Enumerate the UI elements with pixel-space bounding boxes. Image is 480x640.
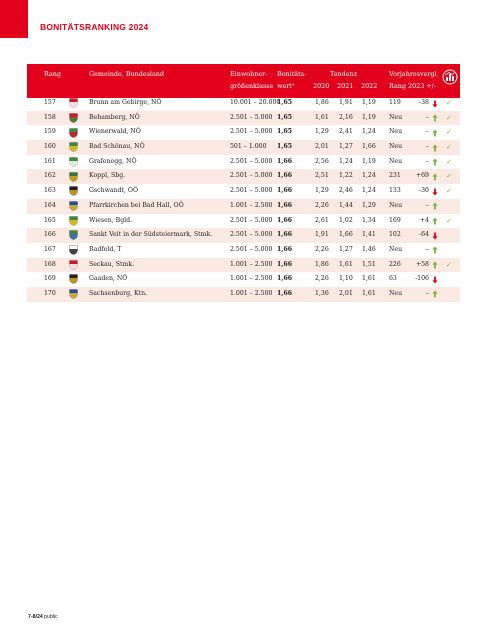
trend-2020-cell: 1,86 <box>315 99 329 106</box>
trend-2020-cell: 2,56 <box>315 157 329 165</box>
rating-cell: 1,66 <box>277 187 293 195</box>
rating-cell: 1,65 <box>277 143 293 151</box>
coat-of-arms-icon <box>69 172 78 182</box>
size-class-cell: 2.501 – 5.000 <box>230 216 273 224</box>
trend-2020-cell: 2,26 <box>315 245 329 253</box>
name-cell: Brunn am Gebirge, NÖ <box>89 99 162 106</box>
table-row <box>27 287 460 302</box>
prev-rank-cell: Neu <box>389 157 403 165</box>
rank-cell: 159 <box>44 128 56 136</box>
trend-2021-cell: 2,01 <box>339 289 353 297</box>
table-row <box>27 184 460 199</box>
rating-cell: 1,65 <box>277 128 293 136</box>
trend-2020-cell: 1,36 <box>315 289 329 297</box>
header-size-line2: größenklasse <box>230 82 274 90</box>
rating-cell: 1,66 <box>277 260 293 268</box>
prev-rank-cell: 133 <box>389 187 401 195</box>
prev-rank-cell: 63 <box>389 275 397 283</box>
trend-2022-cell: 1,19 <box>362 113 376 121</box>
name-cell: Wiesen, Bgld. <box>89 216 133 224</box>
check-icon: ✓ <box>446 157 452 166</box>
table-row <box>27 125 460 140</box>
table-row <box>27 243 460 258</box>
rating-cell: 1,66 <box>277 289 293 297</box>
corner-accent <box>0 0 28 38</box>
name-cell: Seckau, Stmk. <box>89 260 135 268</box>
rating-cell: 1,66 <box>277 216 293 224</box>
prev-rank-cell: Neu <box>389 143 403 151</box>
rank-cell: 161 <box>44 157 56 165</box>
size-class-cell: 2.501 – 5.000 <box>230 157 273 165</box>
table-row <box>27 140 460 155</box>
arrow-up-icon <box>432 290 438 298</box>
table-row <box>27 96 460 111</box>
footer-issue: 7-8/24 <box>28 614 43 620</box>
rank-change-cell: – <box>425 157 429 165</box>
rating-cell: 1,66 <box>277 245 293 253</box>
trend-2021-cell: 1,91 <box>339 99 353 106</box>
arrow-up-icon <box>432 129 438 137</box>
trend-2021-cell: 1,66 <box>339 231 353 239</box>
rank-change-cell: +58 <box>415 260 429 268</box>
size-class-cell: 1.001 – 2.500 <box>230 275 273 283</box>
header-prev-line2: Rang 2023 +/- <box>389 82 436 90</box>
trend-2022-cell: 1,66 <box>362 143 376 151</box>
check-icon: ✓ <box>446 128 452 137</box>
trend-2021-cell: 2,46 <box>339 187 353 195</box>
arrow-up-icon <box>432 173 438 181</box>
trend-2020-cell: 1,29 <box>315 128 329 136</box>
coat-of-arms-icon <box>69 289 78 299</box>
header-size-line1: Einwohner- <box>230 70 268 78</box>
prev-rank-cell: Neu <box>389 245 403 253</box>
rank-cell: 168 <box>44 260 56 268</box>
name-cell: Wienerwald, NÖ <box>89 128 141 136</box>
arrow-down-icon <box>432 188 438 196</box>
check-icon: ✓ <box>446 172 452 181</box>
size-class-cell: 2.501 – 5.000 <box>230 187 273 195</box>
coat-of-arms-icon <box>69 113 78 123</box>
name-cell: Gschwandt, OÖ <box>89 187 139 195</box>
header-trend: Tendenz <box>330 70 358 78</box>
trend-2021-cell: 2,41 <box>339 128 353 136</box>
rank-cell: 162 <box>44 172 56 180</box>
coat-of-arms-icon <box>69 260 78 270</box>
trend-2020-cell: 1,29 <box>315 187 329 195</box>
rank-cell: 163 <box>44 187 56 195</box>
trend-2022-cell: 1,61 <box>362 289 376 297</box>
rank-cell: 164 <box>44 201 56 209</box>
header-rating-word: wert <box>277 82 292 90</box>
trend-2021-cell: 1,10 <box>339 275 353 283</box>
trend-2021-cell: 1,24 <box>339 157 353 165</box>
prev-rank-cell: 119 <box>389 99 401 106</box>
trend-2020-cell: 1,86 <box>315 260 329 268</box>
coat-of-arms-icon <box>69 98 78 108</box>
header-rank: Rang <box>44 70 61 78</box>
coat-of-arms-icon <box>69 142 78 152</box>
prev-rank-cell: Neu <box>389 289 403 297</box>
name-cell: Gaaden, NÖ <box>89 275 128 283</box>
rank-cell: 165 <box>44 216 56 224</box>
trend-2021-cell: 1,44 <box>339 201 353 209</box>
arrow-up-icon <box>432 202 438 210</box>
size-class-cell: 2.501 – 5.000 <box>230 245 273 253</box>
size-class-cell: 501 – 1.000 <box>230 143 267 151</box>
trend-2020-cell: 2,51 <box>315 172 329 180</box>
rating-cell: 1,66 <box>277 275 293 283</box>
rank-change-cell: +69 <box>415 172 429 180</box>
size-class-cell: 1.001 – 2.500 <box>230 201 273 209</box>
rating-cell: 1,66 <box>277 231 293 239</box>
coat-of-arms-icon <box>69 157 78 167</box>
size-class-cell: 1.001 – 2.500 <box>230 260 273 268</box>
prev-rank-cell: Neu <box>389 113 403 121</box>
arrow-up-icon <box>432 144 438 152</box>
rank-change-cell: – <box>425 289 429 297</box>
check-icon: ✓ <box>446 260 452 269</box>
trend-2022-cell: 1,24 <box>362 187 376 195</box>
rating-cell: 1,65 <box>277 99 293 106</box>
page-title: BONITÄTSRANKING 2024 <box>40 22 149 32</box>
trend-2021-cell: 1,61 <box>339 260 353 268</box>
name-cell: Grafenegg, NÖ <box>89 157 137 165</box>
coat-of-arms-icon <box>69 230 78 240</box>
prev-rank-cell: 231 <box>389 172 401 180</box>
coat-of-arms-icon <box>69 186 78 196</box>
trend-2022-cell: 1,41 <box>362 231 376 239</box>
rating-cell: 1,66 <box>277 157 293 165</box>
name-cell: Sankt Veit in der Südsteiermark, Stmk. <box>89 231 213 239</box>
rank-change-cell: -38 <box>419 99 429 106</box>
prev-rank-cell: 226 <box>389 260 401 268</box>
table-header <box>27 64 460 98</box>
trend-2022-cell: 1,61 <box>362 275 376 283</box>
header-year-2021: 2021 <box>337 82 354 90</box>
trend-2020-cell: 2,01 <box>315 143 329 151</box>
rank-cell: 170 <box>44 289 56 297</box>
table-row <box>27 199 460 214</box>
ranking-table-body <box>27 96 460 302</box>
trend-2020-cell: 2,61 <box>315 216 329 224</box>
arrow-up-icon <box>432 217 438 225</box>
check-icon: ✓ <box>446 216 452 225</box>
size-class-cell: 2.501 – 5.000 <box>230 113 273 121</box>
trend-2021-cell: 1,27 <box>339 245 353 253</box>
coat-of-arms-icon <box>69 128 78 138</box>
rank-cell: 158 <box>44 113 56 121</box>
rank-change-cell: – <box>425 113 429 121</box>
check-icon: ✓ <box>446 99 452 107</box>
trend-2020-cell: 2,26 <box>315 201 329 209</box>
header-rating-line2 <box>277 82 294 91</box>
rank-change-cell: – <box>425 201 429 209</box>
trend-2021-cell: 1,02 <box>339 216 353 224</box>
table-row <box>27 228 460 243</box>
trend-2021-cell: 1,27 <box>339 143 353 151</box>
trend-2022-cell: 1,51 <box>362 260 376 268</box>
name-cell: Sachsenburg, Ktn. <box>89 289 148 297</box>
check-icon: ✓ <box>446 143 452 152</box>
rank-cell: 160 <box>44 143 56 151</box>
arrow-down-icon <box>432 232 438 240</box>
trend-2020-cell: 1,61 <box>315 113 329 121</box>
header-name: Gemeinde, Bundesland <box>89 70 164 78</box>
prev-rank-cell: 102 <box>389 231 401 239</box>
trend-2020-cell: 1,91 <box>315 231 329 239</box>
arrow-down-icon <box>432 100 438 108</box>
size-class-cell: 2.501 – 5.000 <box>230 172 273 180</box>
rank-change-cell: – <box>425 143 429 151</box>
check-icon: ✓ <box>446 187 452 196</box>
prev-rank-cell: Neu <box>389 128 403 136</box>
trend-2021-cell: 1,22 <box>339 172 353 180</box>
trend-2020-cell: 2,26 <box>315 275 329 283</box>
name-cell: Koppl, Sbg. <box>89 172 126 180</box>
coat-of-arms-icon <box>69 274 78 284</box>
header-rating-line1: Bonitäts- <box>277 70 307 78</box>
rating-cell: 1,66 <box>277 172 293 180</box>
table-row <box>27 272 460 287</box>
trend-2022-cell: 1,29 <box>362 201 376 209</box>
rank-change-cell: +4 <box>419 216 429 224</box>
header-rating-star: * <box>291 83 295 89</box>
trend-2022-cell: 1,19 <box>362 99 376 106</box>
header-year-2020: 2020 <box>313 82 330 90</box>
coat-of-arms-icon <box>69 245 78 255</box>
rank-change-cell: -106 <box>415 275 429 283</box>
size-class-cell: 1.001 – 2.500 <box>230 289 273 297</box>
trend-2022-cell: 1,24 <box>362 128 376 136</box>
rank-change-cell: -64 <box>419 231 429 239</box>
rank-change-cell: – <box>425 128 429 136</box>
trend-2021-cell: 2,16 <box>339 113 353 121</box>
page-footer <box>28 614 58 620</box>
table-row <box>27 258 460 273</box>
rank-change-cell: – <box>425 245 429 253</box>
name-cell: Radfeld, T <box>89 245 122 253</box>
header-year-2022: 2022 <box>361 82 378 90</box>
name-cell: Pfarrkirchen bei Bad Hall, OÖ <box>89 201 184 209</box>
prev-rank-cell: 169 <box>389 216 401 224</box>
ranking-badge-icon <box>442 69 458 85</box>
rank-cell: 169 <box>44 275 56 283</box>
rating-cell: 1,65 <box>277 113 293 121</box>
trend-2022-cell: 1,46 <box>362 245 376 253</box>
name-cell: Behamberg, NÖ <box>89 113 140 121</box>
check-icon: ✓ <box>446 113 452 122</box>
table-row <box>27 111 460 126</box>
arrow-down-icon <box>432 276 438 284</box>
name-cell: Bad Schönau, NÖ <box>89 143 145 151</box>
rank-change-cell: -30 <box>419 187 429 195</box>
coat-of-arms-icon <box>69 201 78 211</box>
table-row <box>27 214 460 229</box>
trend-2022-cell: 1,24 <box>362 172 376 180</box>
table-row <box>27 169 460 184</box>
footer-brand: public <box>44 614 58 620</box>
rank-cell: 167 <box>44 245 56 253</box>
coat-of-arms-icon <box>69 216 78 226</box>
rating-cell: 1,66 <box>277 201 293 209</box>
prev-rank-cell: Neu <box>389 201 403 209</box>
arrow-up-icon <box>432 114 438 122</box>
rank-cell: 166 <box>44 231 56 239</box>
arrow-up-icon <box>432 158 438 166</box>
size-class-cell: 2.501 – 5.000 <box>230 128 273 136</box>
table-row <box>27 155 460 170</box>
header-prev-line1: Vorjahresvergl. <box>389 70 439 78</box>
size-class-cell: 10.001 – 20.000 <box>230 99 281 106</box>
trend-2022-cell: 1,34 <box>362 216 376 224</box>
trend-2022-cell: 1,19 <box>362 157 376 165</box>
size-class-cell: 2.501 – 5.000 <box>230 231 273 239</box>
arrow-up-icon <box>432 261 438 269</box>
rank-cell: 157 <box>44 99 56 106</box>
arrow-up-icon <box>432 246 438 254</box>
